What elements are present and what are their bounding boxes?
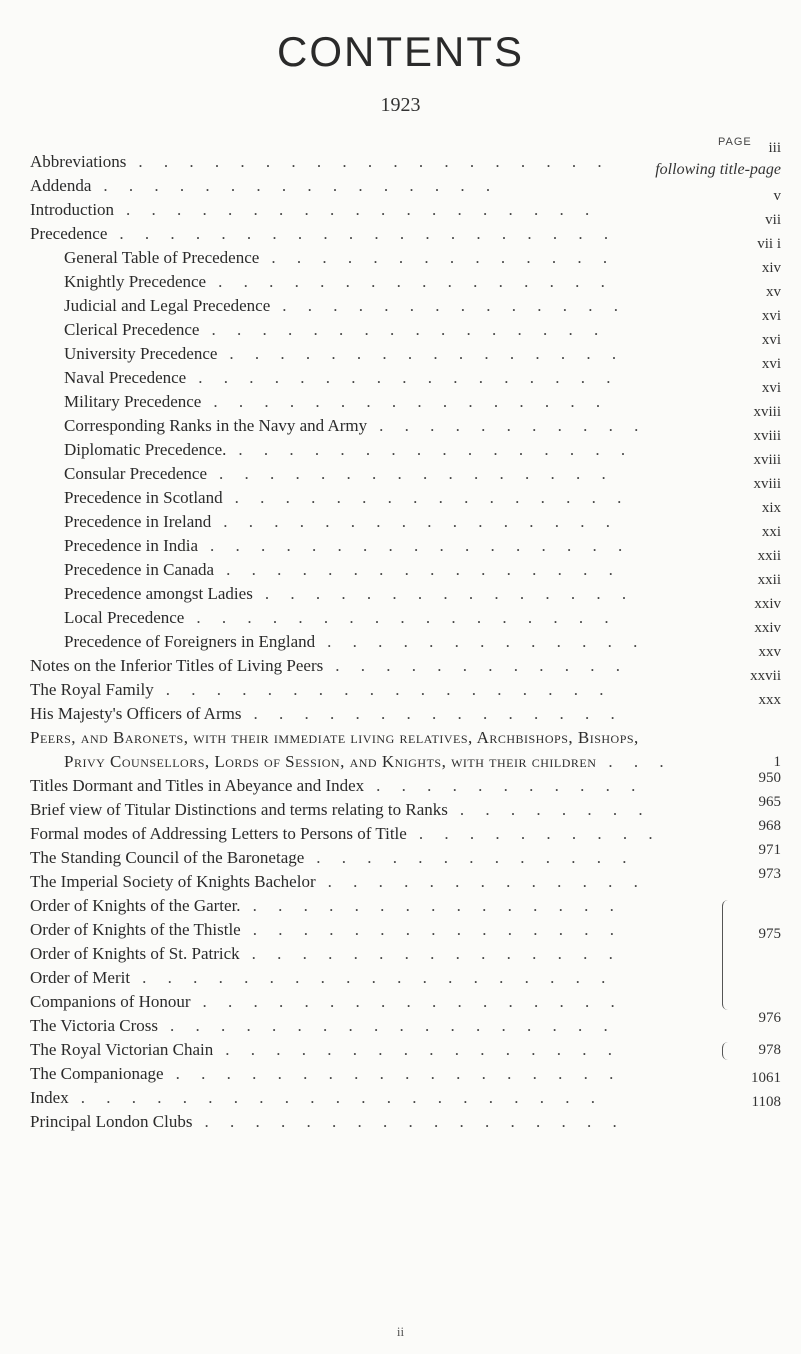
toc-page-number: xxvii: [750, 668, 781, 684]
toc-entry-title: Order of Knights of St. Patrick: [30, 944, 240, 963]
dot-leader: . . . . . . . . . . . . . . . . . . . . .: [80, 1088, 595, 1107]
dot-leader: . . . . . . . . . . . . . . .: [253, 704, 615, 723]
toc-entry: [30, 1086, 781, 1110]
toc-entry-title: Order of Merit: [30, 968, 131, 987]
toc-entry: [30, 894, 781, 918]
toc-entry-title: General Table of Precedence: [64, 248, 260, 267]
toc-entry: [30, 404, 781, 438]
toc-entry-title: Naval Precedence: [64, 368, 187, 387]
toc-page-number: vii: [765, 212, 781, 228]
toc-entry-title: Precedence in Scotland: [64, 488, 223, 507]
dot-leader: . . . . . . . . . . . . .: [327, 632, 638, 651]
toc-entry: [30, 750, 781, 774]
toc-entry-title: The Standing Council of the Baronetage: [30, 848, 305, 867]
toc-entry-title: The Royal Victorian Chain: [30, 1040, 214, 1059]
toc-entry: [30, 500, 781, 534]
dot-leader: . . . . . . . . . . . . . . . .: [218, 272, 605, 291]
dot-leader: . . . . . . . . . . . . . . . .: [238, 440, 626, 459]
toc-entry: [30, 332, 781, 366]
dot-leader: . . . . . . . . . . . . . . . .: [213, 392, 601, 411]
toc-entry-title: Order of Knights of the Garter.: [30, 896, 241, 915]
toc-entry-title: Precedence amongst Ladies: [64, 584, 253, 603]
toc-page-number: 976: [758, 1010, 781, 1026]
toc-entry-title: Peers, and Baronets, with their immediate living relatives, Archbishops, Bishops,: [30, 728, 639, 747]
toc-page-number: 1061: [751, 1070, 781, 1086]
dot-leader: . . . . . . . . . . . . . . . . . . .: [138, 152, 602, 171]
toc-entry-title: Index: [30, 1088, 69, 1107]
dot-leader: . . . . . . . . . . . . . . .: [252, 920, 614, 939]
dot-leader: . . . . . . . . . . . . . . . .: [225, 1040, 613, 1059]
toc-entry: [30, 260, 781, 294]
toc-entry: [30, 212, 781, 246]
toc-entry-title: Local Precedence: [64, 608, 185, 627]
toc-entry: [30, 842, 781, 870]
toc-entry-title: Precedence of Foreigners in England: [64, 632, 316, 651]
dot-leader: . . . . . . . . . . . . . . . .: [211, 320, 599, 339]
toc-entry-title: Precedence: [30, 224, 108, 243]
toc-page-number: xxi: [761, 524, 781, 540]
dot-leader: . . . . . . . . . . . . . . . . .: [202, 992, 615, 1011]
toc-entry-title: Introduction: [30, 200, 115, 219]
toc-entry: [30, 726, 781, 750]
toc-entry: [30, 818, 781, 846]
toc-entry: [30, 428, 781, 462]
dot-leader: . . . . . . . . . . . . . . . . .: [210, 536, 623, 555]
dot-leader: . . . . . . . . . . . . .: [327, 872, 638, 891]
toc-page-number: xxii: [757, 572, 781, 588]
toc-entry: [30, 644, 781, 678]
toc-entry: [30, 188, 781, 222]
toc-entry: [30, 356, 781, 390]
toc-entry: [30, 794, 781, 822]
toc-page-number: 1: [773, 754, 781, 770]
page-column-label: PAGE: [718, 136, 752, 148]
toc-page-number: xxii: [757, 548, 781, 564]
toc-entry-title: Corresponding Ranks in the Navy and Army: [64, 416, 368, 435]
dot-leader: . . . . . . . . . . . . . . . . . . .: [142, 968, 606, 987]
toc-page-number: xvi: [761, 308, 781, 324]
toc-page-number: 975: [758, 926, 781, 942]
dot-leader: . . . . . . . . . . . . . . . . .: [204, 1112, 617, 1131]
dot-leader: . . . . . . . . . . . . . . .: [264, 584, 627, 603]
toc-entry-title: Privy Counsellors, Lords of Session, and Knights, with their children: [64, 752, 597, 771]
toc-entry-title: Military Precedence: [64, 392, 202, 411]
toc-page-number: xxiv: [754, 620, 781, 636]
toc-page-number: vii i: [757, 236, 781, 252]
dot-leader: . . . . . . . . . . . . . . . . . .: [170, 1016, 608, 1035]
toc-entry-title: Brief view of Titular Distinctions and terms relating to Ranks: [30, 800, 448, 819]
toc-entry: [30, 990, 781, 1014]
toc-page-number: 968: [758, 818, 781, 834]
toc-entry: [30, 918, 781, 942]
dot-leader: . . . . . . . . . . . . . . . .: [223, 512, 610, 531]
dot-leader: . . . . . . . . . . . . . . . . . .: [175, 1064, 614, 1083]
dot-leader: . . . . . . . . . . . . . .: [271, 248, 608, 267]
dot-leader: . . . . . . . . . . . . .: [316, 848, 627, 867]
toc-page-number: xvi: [761, 332, 781, 348]
toc-entry-title: Clerical Precedence: [64, 320, 200, 339]
toc-page-number: xvi: [761, 356, 781, 372]
toc-entry: [30, 476, 781, 510]
toc-entry-title: The Royal Family: [30, 680, 154, 699]
toc-page-number: 1108: [751, 1094, 781, 1110]
dot-leader: . . . . . . . . . . . .: [335, 656, 620, 675]
toc-page-number: xix: [761, 500, 781, 516]
dot-leader: . . . . . . . . . . . . . . . . .: [196, 608, 609, 627]
dot-leader: . . . . . . . . . . .: [379, 416, 639, 435]
toc-entry: [30, 596, 781, 630]
toc-page-number: 950: [758, 770, 781, 786]
toc-entry-title: Formal modes of Addressing Letters to Persons of Title: [30, 824, 407, 843]
toc-page-number: xxx: [758, 692, 781, 708]
toc-entry: [30, 452, 781, 486]
toc-entry-title: Titles Dormant and Titles in Abeyance and Index: [30, 776, 365, 795]
dot-leader: . . . . . . . . . . . . . . . . . . . .: [119, 224, 609, 243]
toc-page-number: iii: [768, 140, 781, 156]
toc-entry: [30, 1010, 781, 1038]
dot-leader: . . . . . . . . . . . . . . .: [251, 944, 613, 963]
toc-entry-title: Addenda: [30, 176, 92, 195]
dot-leader: . . . . . . . .: [459, 800, 643, 819]
toc-page-number: v: [773, 188, 781, 204]
dot-leader: . . . . . . . . . . . . . .: [282, 296, 619, 315]
toc-entry-title: Knightly Precedence: [64, 272, 207, 291]
toc-entry-title: Precedence in India: [64, 536, 199, 555]
toc-entry: [30, 942, 781, 966]
toc-entry: [30, 966, 781, 990]
toc-entry: [30, 236, 781, 270]
toc-entry: [30, 1110, 781, 1134]
toc-entry: [30, 770, 781, 798]
toc-entry-title: Diplomatic Precedence.: [64, 440, 227, 459]
toc-entry-title: The Victoria Cross: [30, 1016, 159, 1035]
toc-page-number: following title-page: [655, 161, 781, 178]
dot-leader: . . . . . . . . . . .: [376, 776, 636, 795]
toc-entry: [30, 548, 781, 582]
toc-page-number: xiv: [761, 260, 781, 276]
toc-entry: [30, 380, 781, 414]
edition-year: 1923: [380, 94, 421, 116]
toc-page-number: xviii: [753, 428, 781, 444]
toc-entry: [30, 866, 781, 894]
toc-entry: [30, 572, 781, 606]
toc-entry: [30, 308, 781, 342]
toc-entry-title: His Majesty's Officers of Arms: [30, 704, 242, 723]
dot-leader: . . . . . . . . . . . . . . . .: [226, 560, 613, 579]
toc-page-number: 973: [758, 866, 781, 882]
dot-leader: . . . . . . . . . . . . . . . . .: [198, 368, 611, 387]
dot-leader: . . . . . . . . . . . . . . .: [252, 896, 614, 915]
dot-leader: . . . . . . . . . . . . . . . .: [219, 464, 606, 483]
toc-entry: [30, 524, 781, 558]
toc-entry: [30, 1038, 781, 1062]
toc-page-number: xviii: [753, 404, 781, 420]
dot-leader: . . . . . . . . . . . . . . . .: [229, 344, 617, 363]
toc-page-number: xv: [766, 284, 781, 300]
toc-entry-title: Principal London Clubs: [30, 1112, 193, 1131]
toc-entry-title: The Imperial Society of Knights Bachelor: [30, 872, 316, 891]
dot-leader: . . . . . . . . . .: [418, 824, 653, 843]
toc-entry-title: Companions of Honour: [30, 992, 191, 1011]
toc-entry-title: Consular Precedence: [64, 464, 208, 483]
toc-page-number: 965: [758, 794, 781, 810]
toc-entry-title: Precedence in Canada: [64, 560, 215, 579]
toc-entry-title: The Companionage: [30, 1064, 164, 1083]
page-number: ii: [396, 1324, 405, 1339]
toc-page-number: xvi: [761, 380, 781, 396]
toc-page-number: xviii: [753, 452, 781, 468]
dot-leader: . . . . . . . . . . . . . . . .: [103, 176, 491, 195]
toc-page-number: 971: [758, 842, 781, 858]
toc-entry-title: Judicial and Legal Precedence: [64, 296, 271, 315]
toc-entry: [30, 620, 781, 654]
dot-leader: . . . . . . . . . . . . . . . .: [234, 488, 622, 507]
page-title: CONTENTS: [277, 28, 524, 75]
grouping-brace: [722, 900, 729, 1010]
toc-entry-title: Abbreviations: [30, 152, 127, 171]
toc-entry: [30, 668, 781, 702]
toc-page-number: 978: [758, 1042, 781, 1058]
toc-entry-title: University Precedence: [64, 344, 218, 363]
dot-leader: . . . . . . . . . . . . . . . . . .: [165, 680, 604, 699]
dot-leader: . . . . . . . . . . . . . . . . . . .: [126, 200, 590, 219]
toc-entry-title: Precedence in Ireland: [64, 512, 212, 531]
toc-entry-title: Notes on the Inferior Titles of Living Peers: [30, 656, 324, 675]
toc-page-number: xviii: [753, 476, 781, 492]
toc-entry: [30, 1062, 781, 1086]
toc-entry: [30, 692, 781, 726]
toc-page-number: xxv: [758, 644, 781, 660]
grouping-brace: [722, 1042, 729, 1060]
dot-leader: . . .: [608, 752, 664, 771]
toc-entry: [30, 284, 781, 318]
toc-entry-title: Order of Knights of the Thistle: [30, 920, 241, 939]
toc-page-number: xxiv: [754, 596, 781, 612]
